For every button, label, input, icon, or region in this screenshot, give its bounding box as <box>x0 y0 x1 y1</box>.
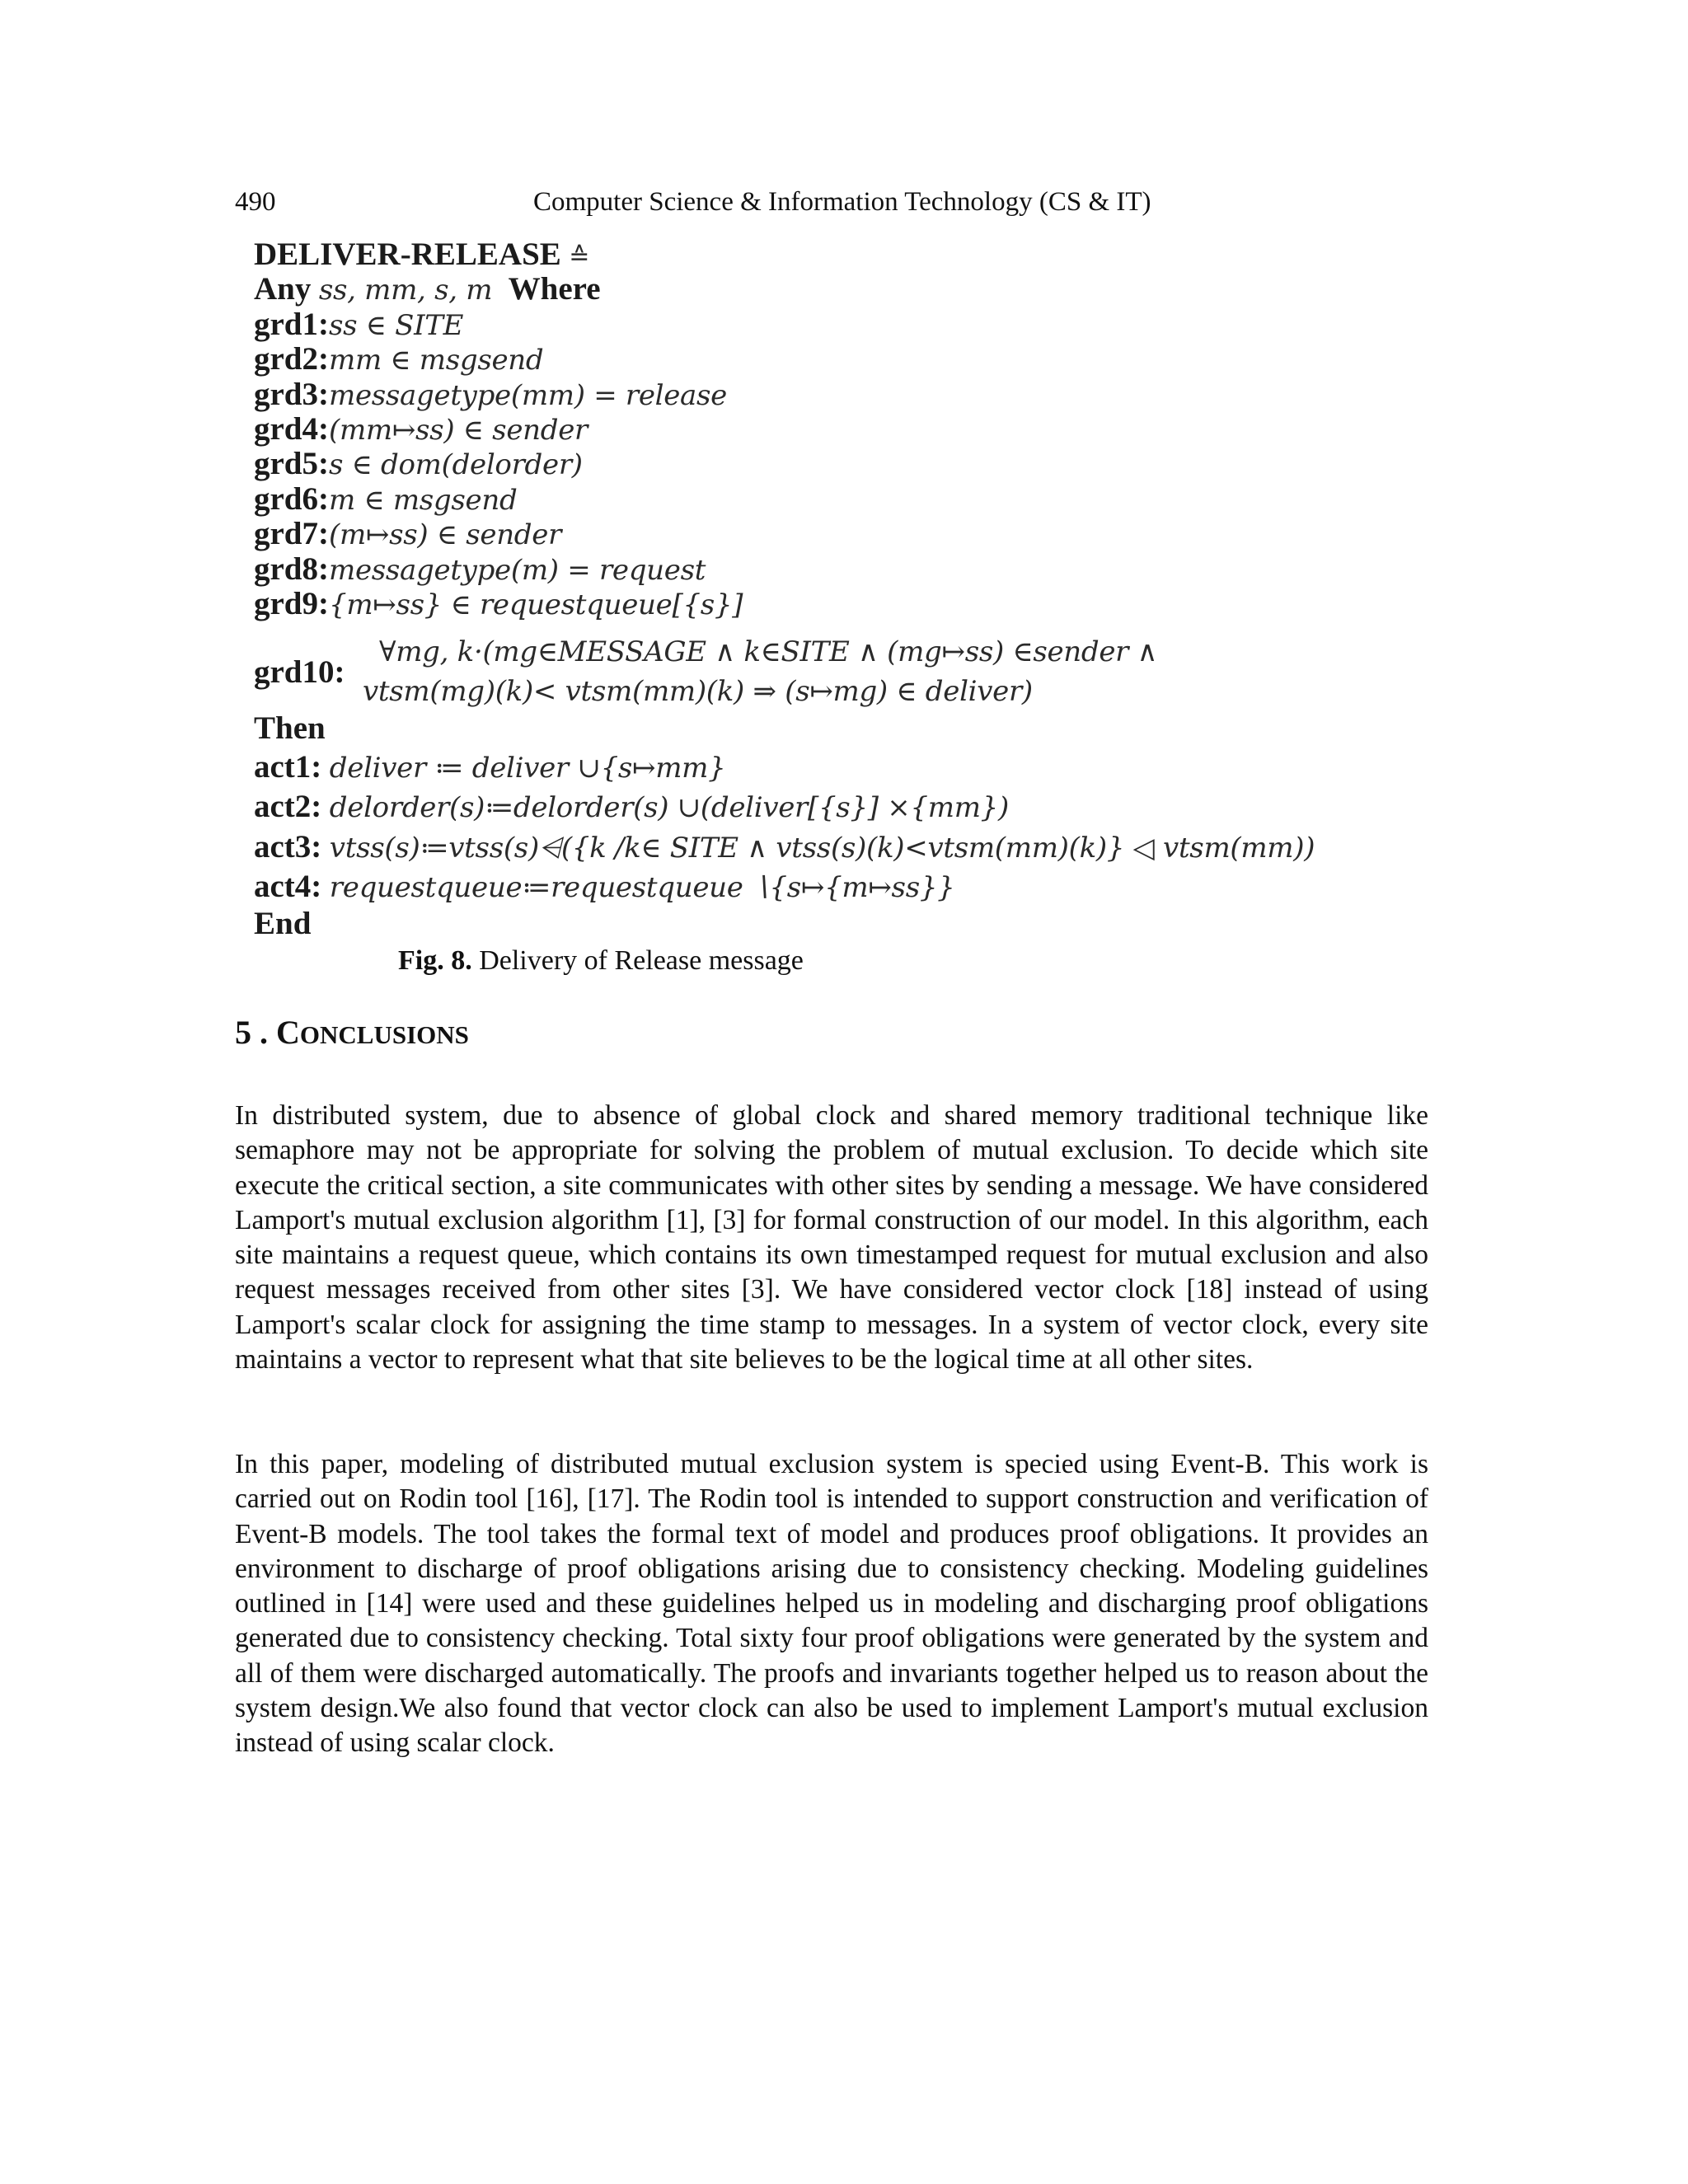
event-def-symbol: ≙ <box>569 242 590 271</box>
action-row <box>254 790 1009 825</box>
action-row <box>254 750 725 785</box>
action-row <box>254 869 955 905</box>
action-row <box>254 830 1315 865</box>
guard-label: grd4: <box>254 411 329 447</box>
action-label: act3: <box>254 829 322 865</box>
guard-row <box>254 377 727 413</box>
action-expression: delorder(s)≔delorder(s) ∪(deliver[{s}] ×{mm}) <box>329 791 1009 824</box>
guard-row <box>254 342 543 377</box>
guard-10-label: grd10: <box>254 654 345 690</box>
guard-row <box>254 517 561 552</box>
end-line <box>254 907 311 941</box>
action-expression: vtss(s)≔vtss(s)⩤({k /k∈ SITE ∧ vtss(s)(k)<vtsm(mm)(k)} ◁ vtsm(mm)) <box>329 832 1315 865</box>
guard-expression: mm ∈ msgsend <box>329 344 544 377</box>
guard-10-expression-line-2: vtsm(mg)(k)< vtsm(mm)(k) ⇒ (s↦mg) ∈ deliver) <box>363 675 1033 708</box>
where-keyword: Where <box>508 271 601 307</box>
any-line <box>254 272 601 307</box>
any-keyword: Any <box>254 271 312 307</box>
body-paragraph: In this paper, modeling of distributed mutual exclusion system is specied using Event-B. This work is carried out on Rodin tool [16], [17]. The Rodin tool is intended to support construction and verification of Event-B models. The tool takes the formal text of model and produces proof obligations. It provides an environment to discharge of proof obligations arising due to consistency checking. Modeling guidelines outlined in [14] were used and these guidelines helped us in modeling and discharging proof obligations generated due to consistency checking. Total sixty four proof obligations were generated by the system and all of them were discharged automatically. The proofs and invariants together helped us to reason about the system design.We also found that vector clock can also be used to implement Lamport's mutual exclusion instead of using scalar clock. <box>235 1449 1428 1759</box>
guard-expression: s ∈ dom(delorder) <box>329 448 583 481</box>
guard-row <box>254 482 517 518</box>
section-number: 5 . <box>235 1014 276 1051</box>
then-line <box>254 711 326 746</box>
action-label: act1: <box>254 749 322 785</box>
any-params: ss, mm, s, m <box>318 274 493 307</box>
end-keyword: End <box>254 906 312 941</box>
guard-label: grd5: <box>254 446 329 481</box>
event-name: DELIVER-RELEASE <box>254 237 561 272</box>
action-expression: deliver ≔ deliver ∪{s↦mm} <box>329 752 726 785</box>
action-label: act2: <box>254 789 322 824</box>
running-header <box>235 183 1430 221</box>
guard-expression: messagetype(mm) = release <box>329 379 727 412</box>
guard-expression: messagetype(m) = request <box>329 554 706 587</box>
guard-expression: (m↦ss) ∈ sender <box>329 518 562 551</box>
figure-caption <box>398 942 804 980</box>
event-header-line <box>254 237 589 274</box>
figure-caption-text: Delivery of Release message <box>471 945 804 976</box>
guard-expression: (mm↦ss) ∈ sender <box>329 414 588 447</box>
guard-label: grd6: <box>254 481 329 517</box>
guard-label: grd8: <box>254 551 329 587</box>
guard-label: grd1: <box>254 307 329 342</box>
section-heading <box>235 1012 469 1056</box>
guard-expression: m ∈ msgsend <box>329 484 518 517</box>
guard-label: grd3: <box>254 377 329 412</box>
body-paragraph: In distributed system, due to absence of global clock and shared memory traditional technique like semaphore may not be appropriate for solving the problem of mutual exclusion. To decide which site execute the critical section, a site communicates with other sites by sending a message. We have considered Lamport's mutual exclusion algorithm [1], [3] for formal construction of our model. In this algorithm, each site maintains a request queue, which contains its own timestamped request for mutual exclusion and also request messages received from other sites [3]. We have considered vector clock [18] instead of using Lamport's scalar clock for assigning the time stamp to messages. In a system of vector clock, every site maintains a vector to represent what that site believes to be the logical time at all other sites. <box>235 1100 1428 1376</box>
guard-row <box>254 447 583 482</box>
guard-10-expression-line-1: ∀mg, k·(mg∈MESSAGE ∧ k∈SITE ∧ (mg↦ss) ∈sender ∧ <box>379 635 1158 668</box>
figure-caption-label: Fig. 8. <box>398 945 472 976</box>
guard-label: grd2: <box>254 341 329 377</box>
guard-label: grd9: <box>254 586 329 621</box>
section-title-rest: ONCLUSIONS <box>299 1020 469 1049</box>
guard-row <box>254 587 743 622</box>
page-number: 490 <box>235 187 276 217</box>
guard-expression: ss ∈ SITE <box>329 309 464 342</box>
guard-row <box>254 307 463 343</box>
journal-title: Computer Science & Information Technology (CS & IT) <box>533 187 1151 217</box>
guard-label: grd7: <box>254 516 329 551</box>
then-keyword: Then <box>254 710 326 746</box>
action-expression: requestqueue≔requestqueue ∖{s↦{m↦ss}} <box>329 871 955 904</box>
guard-row <box>254 412 588 448</box>
event-b-figure <box>247 237 1315 946</box>
action-label: act4: <box>254 869 322 904</box>
section-title-initial: C <box>276 1014 300 1051</box>
guard-row <box>254 552 706 588</box>
guard-expression: {m↦ss} ∈ requestqueue[{s}] <box>329 588 743 621</box>
